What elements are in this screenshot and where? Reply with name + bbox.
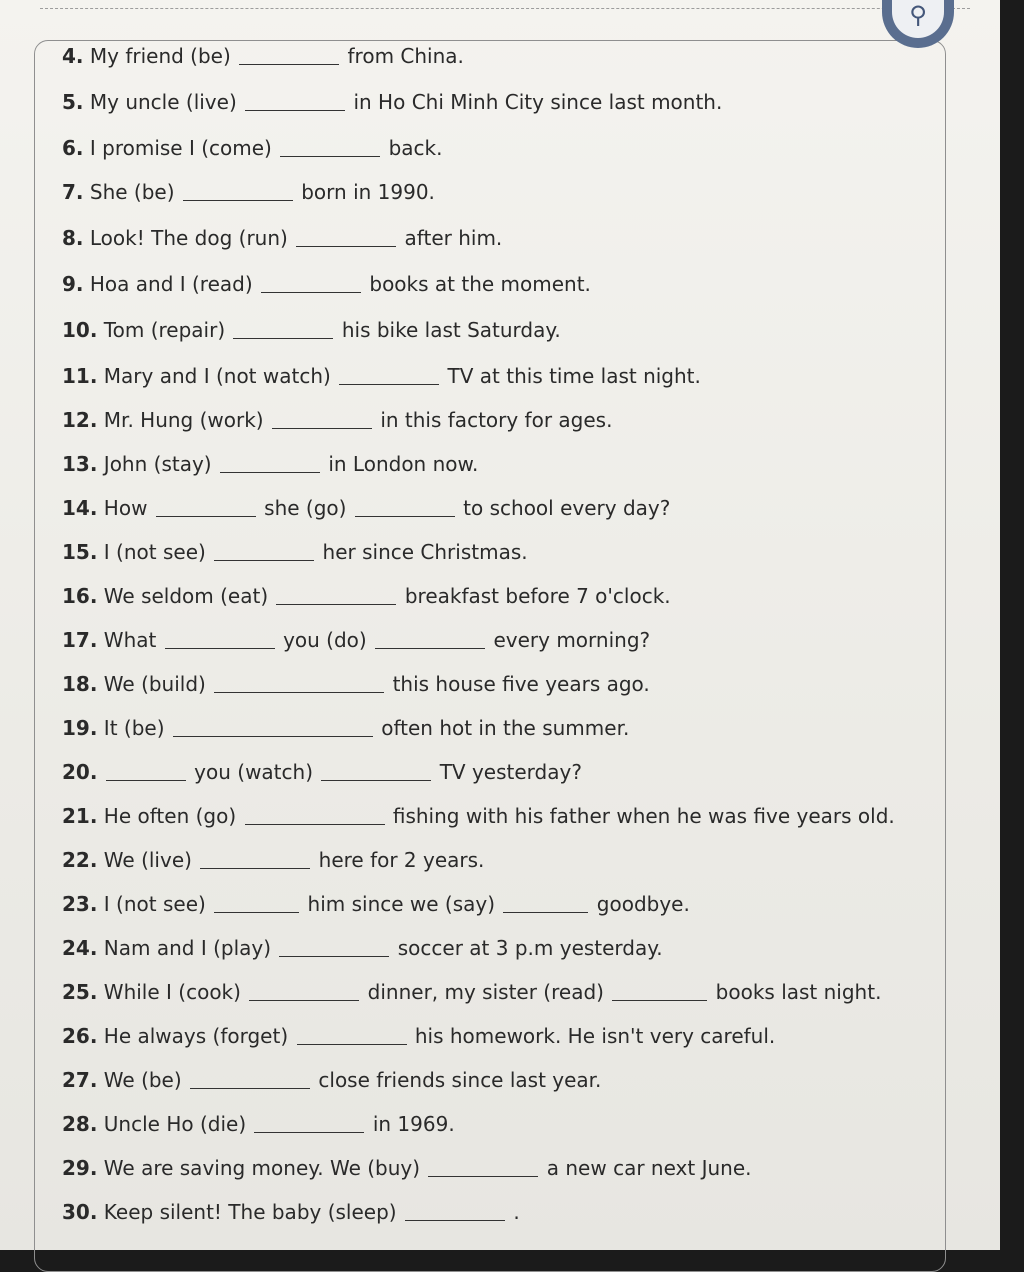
exercise-item-21: 21. He often (go) fishing with his father when he was five years old. [62, 804, 895, 828]
answer-blank[interactable] [214, 911, 299, 913]
answer-blank[interactable] [375, 647, 485, 649]
answer-blank[interactable] [183, 199, 293, 201]
answer-blank[interactable] [276, 603, 396, 605]
exercise-item-28: 28. Uncle Ho (die) in 1969. [62, 1112, 455, 1136]
exercise-item-11: 11. Mary and I (not watch) TV at this time last night. [62, 364, 701, 388]
exercise-item-17: 17. What you (do) every morning? [62, 628, 651, 652]
answer-blank[interactable] [173, 735, 373, 737]
top-dashed-line [40, 8, 970, 9]
answer-blank[interactable] [355, 515, 455, 517]
exercise-item-16: 16. We seldom (eat) breakfast before 7 o'clock. [62, 584, 671, 608]
exercise-item-13: 13. John (stay) in London now. [62, 452, 479, 476]
exercise-item-4: 4. My friend (be) from China. [62, 44, 464, 68]
answer-blank[interactable] [612, 999, 707, 1001]
answer-blank[interactable] [165, 647, 275, 649]
answer-blank[interactable] [245, 823, 385, 825]
exercise-item-29: 29. We are saving money. We (buy) a new car next June. [62, 1156, 752, 1180]
exercise-item-27: 27. We (be) close friends since last year. [62, 1068, 602, 1092]
trophy-icon: ⚲ [892, 0, 944, 38]
answer-blank[interactable] [254, 1131, 364, 1133]
answer-blank[interactable] [214, 691, 384, 693]
exercise-item-15: 15. I (not see) her since Christmas. [62, 540, 528, 564]
answer-blank[interactable] [296, 245, 396, 247]
exercise-item-18: 18. We (build) this house five years ago. [62, 672, 650, 696]
answer-blank[interactable] [249, 999, 359, 1001]
answer-blank[interactable] [321, 779, 431, 781]
answer-blank[interactable] [220, 471, 320, 473]
answer-blank[interactable] [214, 559, 314, 561]
answer-blank[interactable] [428, 1175, 538, 1177]
answer-blank[interactable] [233, 337, 333, 339]
exercise-item-14: 14. How she (go) to school every day? [62, 496, 671, 520]
answer-blank[interactable] [245, 109, 345, 111]
answer-blank[interactable] [272, 427, 372, 429]
exercise-item-25: 25. While I (cook) dinner, my sister (read) books last night. [62, 980, 882, 1004]
answer-blank[interactable] [297, 1043, 407, 1045]
exercise-item-5: 5. My uncle (live) in Ho Chi Minh City since last month. [62, 90, 723, 114]
exercise-item-24: 24. Nam and I (play) soccer at 3 p.m yesterday. [62, 936, 663, 960]
exercise-item-8: 8. Look! The dog (run) after him. [62, 226, 503, 250]
exercise-item-12: 12. Mr. Hung (work) in this factory for ages. [62, 408, 613, 432]
answer-blank[interactable] [106, 779, 186, 781]
exercise-item-20: 20. you (watch) TV yesterday? [62, 760, 582, 784]
answer-blank[interactable] [279, 955, 389, 957]
exercise-item-6: 6. I promise I (come) back. [62, 136, 443, 160]
answer-blank[interactable] [261, 291, 361, 293]
answer-blank[interactable] [503, 911, 588, 913]
answer-blank[interactable] [239, 63, 339, 65]
exercise-item-26: 26. He always (forget) his homework. He isn't very careful. [62, 1024, 776, 1048]
exercise-item-23: 23. I (not see) him since we (say) goodbye. [62, 892, 690, 916]
answer-blank[interactable] [200, 867, 310, 869]
exercise-item-22: 22. We (live) here for 2 years. [62, 848, 485, 872]
exercise-item-10: 10. Tom (repair) his bike last Saturday. [62, 318, 561, 342]
exercise-item-9: 9. Hoa and I (read) books at the moment. [62, 272, 591, 296]
answer-blank[interactable] [405, 1219, 505, 1221]
exercise-item-19: 19. It (be) often hot in the summer. [62, 716, 630, 740]
answer-blank[interactable] [280, 155, 380, 157]
exercise-item-7: 7. She (be) born in 1990. [62, 180, 435, 204]
exercise-item-30: 30. Keep silent! The baby (sleep) . [62, 1200, 520, 1224]
answer-blank[interactable] [339, 383, 439, 385]
answer-blank[interactable] [190, 1087, 310, 1089]
answer-blank[interactable] [156, 515, 256, 517]
